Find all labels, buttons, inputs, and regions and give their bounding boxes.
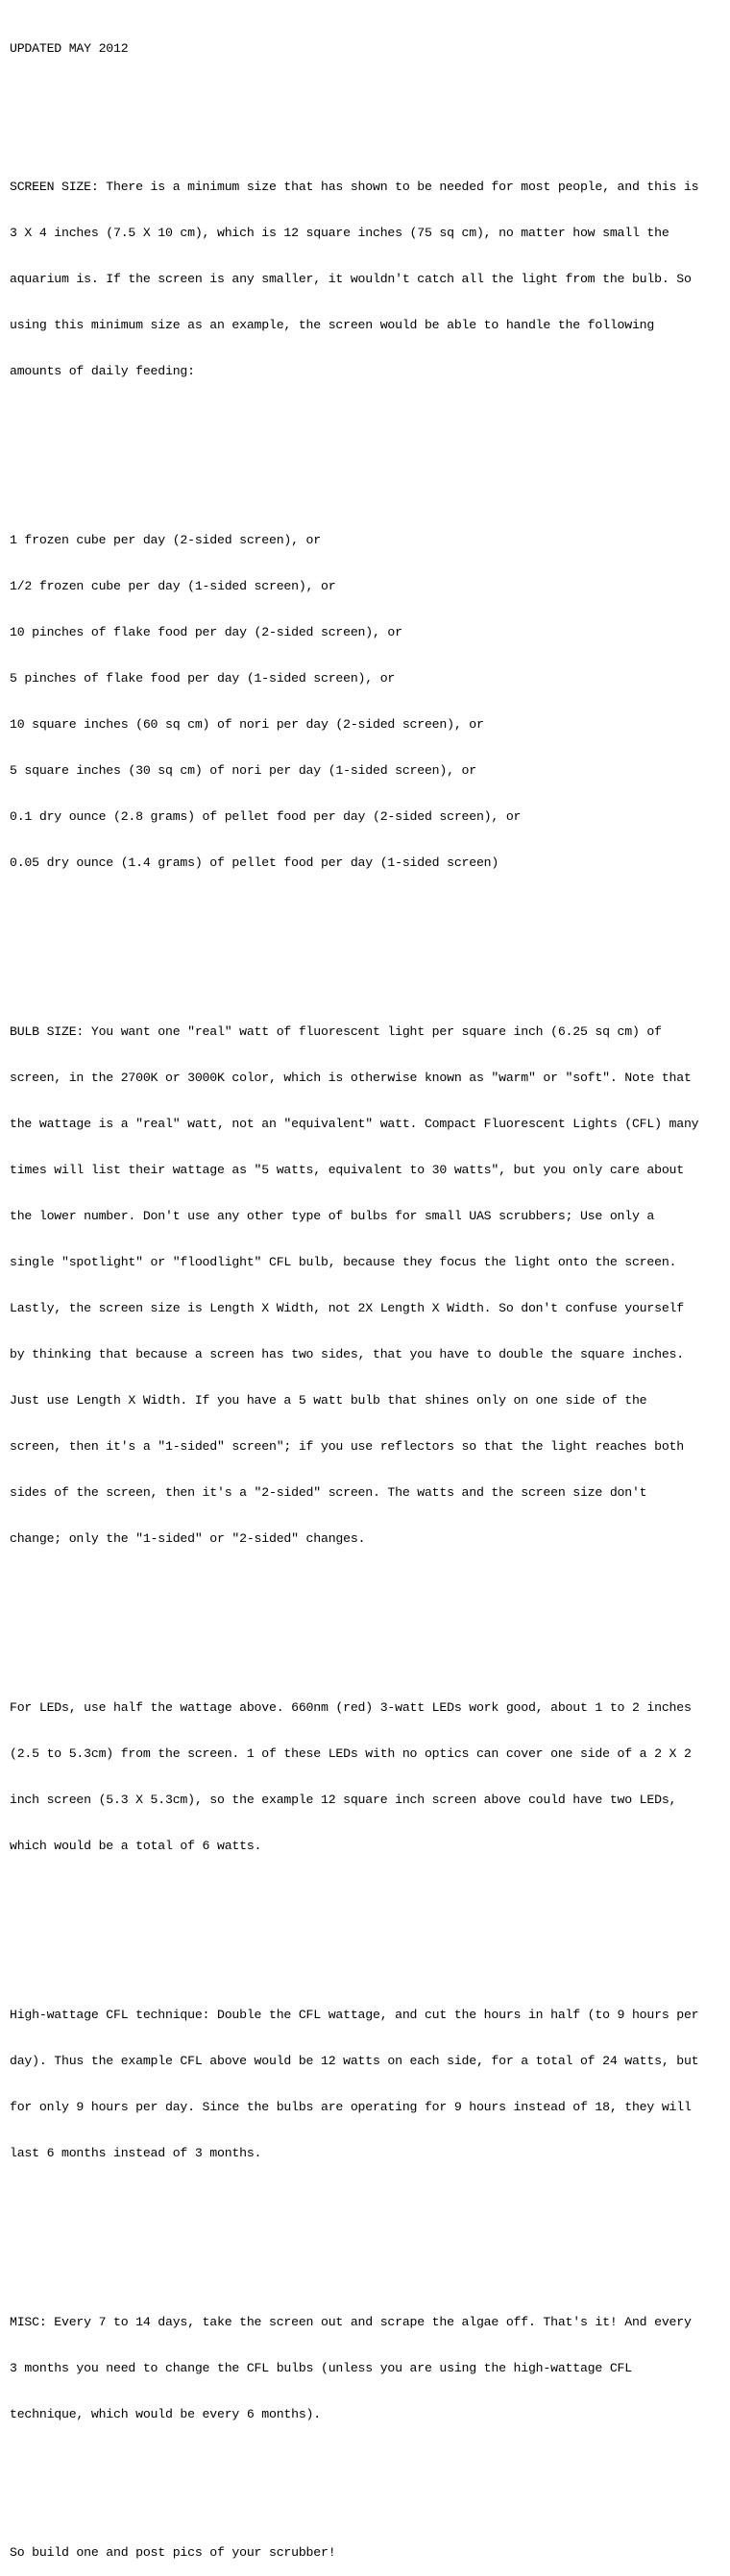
list-item: 5 pinches of flake food per day (1-sided screen), or xyxy=(10,671,396,686)
text-line: High-wattage CFL technique: Double the CFL wattage, and cut the hours in half (to 9 hours per xyxy=(10,2008,699,2022)
feeding-list xyxy=(10,502,730,902)
text-line: SCREEN SIZE: There is a minimum size that has shown to be needed for most people, and this is xyxy=(10,180,699,194)
paragraph-gap xyxy=(10,87,730,103)
text-line: day). Thus the example CFL above would be 12 watts on each side, for a total of 24 watts, but xyxy=(10,2054,699,2068)
text-line: the lower number. Don't use any other type of bulbs for small UAS scrubbers; Use only a xyxy=(10,1209,655,1223)
list-item: 1 frozen cube per day (2-sided screen), or xyxy=(10,533,321,547)
update-header: UPDATED MAY 2012 xyxy=(10,41,129,56)
text-line: which would be a total of 6 watts. xyxy=(10,1839,262,1853)
list-item: 0.05 dry ounce (1.4 grams) of pellet food per day (1-sided screen) xyxy=(10,855,499,870)
text-line: inch screen (5.3 X 5.3cm), so the example 12 square inch screen above could have two LEDs, xyxy=(10,1793,677,1807)
closing-line: So build one and post pics of your scrubber! xyxy=(10,2545,336,2560)
text-line: MISC: Every 7 to 14 days, take the screen out and scrape the algae off. That's it! And every xyxy=(10,2315,692,2329)
text-line: times will list their wattage as "5 watts, equivalent to 30 watts", but you only care about xyxy=(10,1163,684,1177)
paragraph-gap xyxy=(10,932,730,948)
screen-size-paragraph xyxy=(10,149,730,410)
text-line: change; only the "1-sided" or "2-sided" changes. xyxy=(10,1531,366,1546)
text-line: sides of the screen, then it's a "2-sided" screen. The watts and the screen size don't xyxy=(10,1485,647,1500)
text-line: (2.5 to 5.3cm) from the screen. 1 of these LEDs with no optics can cover one side of a 2 X 2 xyxy=(10,1746,692,1761)
list-item: 10 square inches (60 sq cm) of nori per day (2-sided screen), or xyxy=(10,717,484,732)
text-line: technique, which would be every 6 months). xyxy=(10,2407,321,2421)
text-line: aquarium is. If the screen is any smaller, it wouldn't catch all the light from the bulb. So xyxy=(10,272,692,286)
paragraph-gap xyxy=(10,1608,730,1624)
text-line: screen, in the 2700K or 3000K color, which is otherwise known as "warm" or "soft". Note that xyxy=(10,1071,692,1085)
text-line: BULB SIZE: You want one "real" watt of fluorescent light per square inch (6.25 sq cm) of xyxy=(10,1024,662,1039)
text-line: amounts of daily feeding: xyxy=(10,364,195,378)
text-line: last 6 months instead of 3 months. xyxy=(10,2146,262,2160)
text-line: For LEDs, use half the wattage above. 660nm (red) 3-watt LEDs work good, about 1 to 2 inches xyxy=(10,1700,692,1715)
paragraph-gap xyxy=(10,2223,730,2238)
text-line: 3 X 4 inches (7.5 X 10 cm), which is 12 square inches (75 sq cm), no matter how small the xyxy=(10,226,669,240)
text-line: the wattage is a "real" watt, not an "equivalent" watt. Compact Fluorescent Lights (CFL) many xyxy=(10,1117,699,1131)
paragraph-gap xyxy=(10,1915,730,1931)
text-line: Lastly, the screen size is Length X Width, not 2X Length X Width. So don't confuse yourself xyxy=(10,1301,684,1315)
text-line: for only 9 hours per day. Since the bulbs are operating for 9 hours instead of 18, they will xyxy=(10,2100,692,2114)
text-line: by thinking that because a screen has two sides, that you have to double the square inches. xyxy=(10,1347,684,1361)
text-line: screen, then it's a "1-sided" screen"; if you use reflectors so that the light reaches both xyxy=(10,1439,684,1454)
list-item: 0.1 dry ounce (2.8 grams) of pellet food per day (2-sided screen), or xyxy=(10,809,522,824)
misc-paragraph xyxy=(10,2284,730,2453)
list-item: 5 square inches (30 sq cm) of nori per day (1-sided screen), or xyxy=(10,763,476,778)
high-wattage-paragraph xyxy=(10,1977,730,2192)
text-line: 3 months you need to change the CFL bulbs (unless you are using the high-wattage CFL xyxy=(10,2361,632,2375)
leds-paragraph xyxy=(10,1670,730,1885)
text-line: using this minimum size as an example, the screen would be able to handle the following xyxy=(10,318,655,332)
paragraph-gap xyxy=(10,441,730,456)
text-line: single "spotlight" or "floodlight" CFL bulb, because they focus the light onto the screen. xyxy=(10,1255,677,1269)
text-line: Just use Length X Width. If you have a 5 watt bulb that shines only on one side of the xyxy=(10,1393,647,1408)
bulb-size-paragraph xyxy=(10,994,730,1577)
paragraph-gap xyxy=(10,2484,730,2499)
list-item: 10 pinches of flake food per day (2-sided screen), or xyxy=(10,625,402,639)
list-item: 1/2 frozen cube per day (1-sided screen), or xyxy=(10,579,336,593)
